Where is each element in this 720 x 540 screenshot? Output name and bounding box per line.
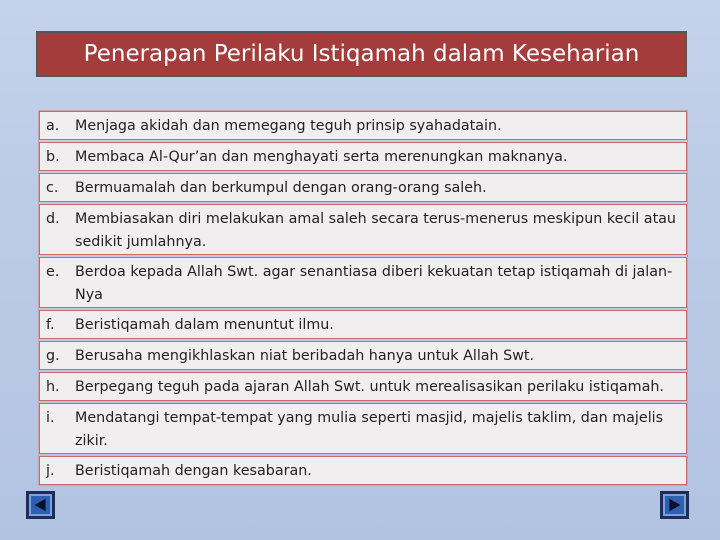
list-item-letter: i. — [46, 410, 55, 426]
list-item — [39, 403, 687, 454]
list-item — [39, 111, 687, 140]
list-item — [39, 257, 687, 308]
list-item — [39, 341, 687, 370]
list-item — [39, 142, 687, 171]
behavior-list — [38, 110, 688, 486]
list-item-letter: c. — [46, 180, 59, 196]
list-item — [39, 456, 687, 485]
triangle-right-icon — [663, 494, 686, 516]
slide-title-text: Penerapan Perilaku Istiqamah dalam Keseharian — [83, 41, 640, 67]
list-item-text: Membiasakan diri melakukan amal saleh secara terus-menerus meskipun kecil atau sedikit jumlahnya. — [75, 211, 676, 250]
list-item-text: Berdoa kepada Allah Swt. agar senantiasa diberi kekuatan tetap istiqamah di jalan-Nya — [75, 264, 673, 303]
next-slide-button[interactable] — [660, 491, 689, 519]
list-item-letter: f. — [46, 317, 55, 333]
triangle-left-icon — [29, 494, 52, 516]
list-item — [39, 204, 687, 255]
list-item — [39, 372, 687, 401]
list-item-text: Membaca Al-Qur’an dan menghayati serta merenungkan maknanya. — [75, 149, 568, 165]
list-item-text: Beristiqamah dengan kesabaran. — [75, 463, 312, 479]
list-item-text: Menjaga akidah dan memegang teguh prinsip syahadatain. — [75, 118, 502, 134]
list-item-text: Berusaha mengikhlaskan niat beribadah hanya untuk Allah Swt. — [75, 348, 535, 364]
list-item-letter: h. — [46, 379, 60, 395]
list-item-letter: g. — [46, 348, 60, 364]
previous-slide-button[interactable] — [26, 491, 55, 519]
list-item-letter: a. — [46, 118, 60, 134]
list-item-letter: e. — [46, 264, 60, 280]
list-item-letter: j. — [46, 463, 55, 479]
list-item-text: Bermuamalah dan berkumpul dengan orang-orang saleh. — [75, 180, 487, 196]
list-item — [39, 173, 687, 202]
list-item — [39, 310, 687, 339]
list-item-text: Berpegang teguh pada ajaran Allah Swt. untuk merealisasikan perilaku istiqamah. — [75, 379, 664, 395]
list-item-text: Mendatangi tempat-tempat yang mulia seperti masjid, majelis taklim, dan majelis zikir. — [75, 410, 664, 449]
list-item-letter: d. — [46, 211, 60, 227]
list-item-text: Beristiqamah dalam menuntut ilmu. — [75, 317, 334, 333]
slide-title — [36, 31, 687, 77]
list-item-letter: b. — [46, 149, 60, 165]
